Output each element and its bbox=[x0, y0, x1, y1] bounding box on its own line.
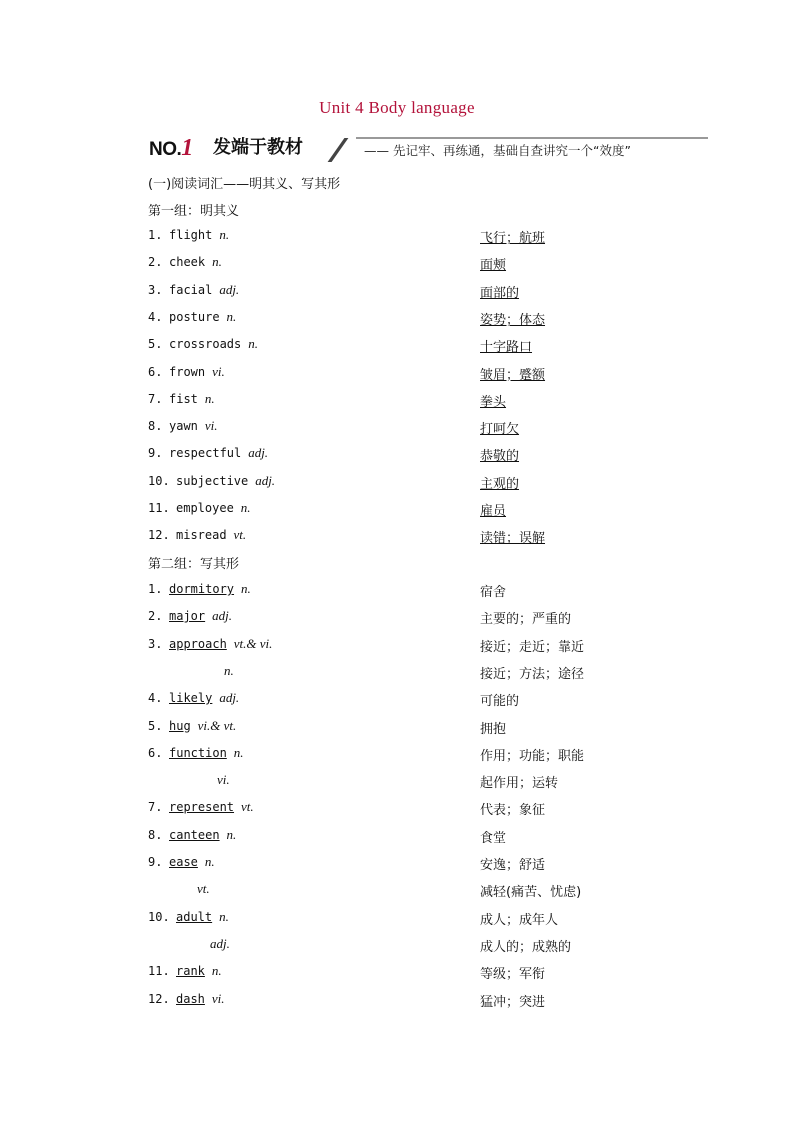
answer-word: major bbox=[169, 609, 206, 624]
answer-word: dormitory bbox=[169, 582, 235, 596]
group2-row bbox=[0, 635, 794, 655]
banner-heading: 发端于教材 bbox=[213, 137, 303, 158]
group1-row bbox=[0, 253, 794, 273]
item-number: 2. bbox=[148, 255, 163, 270]
group1-row bbox=[0, 281, 794, 301]
vocab-word: crossroads bbox=[169, 337, 242, 352]
word-meaning: 猛冲；突进 bbox=[480, 994, 546, 1010]
banner-slash-divider bbox=[328, 138, 349, 162]
group1-row bbox=[0, 308, 794, 328]
vocab-word: frown bbox=[169, 364, 206, 379]
part-of-speech: adj. bbox=[212, 608, 232, 624]
vocab-word: facial bbox=[169, 282, 213, 297]
item-number: 5. bbox=[148, 718, 163, 733]
vocab-word: flight bbox=[169, 228, 213, 242]
part-of-speech: n. bbox=[240, 581, 251, 596]
item-number: 7. bbox=[148, 800, 163, 815]
part-of-speech: vt.& vi. bbox=[233, 635, 273, 651]
item-number: 6. bbox=[148, 364, 163, 379]
answer-meaning: 面部的 bbox=[480, 285, 520, 301]
group2-row bbox=[0, 662, 794, 682]
group2-row bbox=[0, 853, 794, 873]
vocab-word: subjective bbox=[176, 473, 249, 488]
word-meaning: 接近；方法；途径 bbox=[480, 666, 585, 682]
item-number: 12. bbox=[148, 528, 170, 543]
vocab-word: employee bbox=[176, 501, 234, 515]
banner-subtitle: —— 先记牢、再练通，基础自查讲究一个“效度” bbox=[364, 143, 631, 158]
answer-meaning: 主观的 bbox=[480, 476, 520, 492]
group1-row bbox=[0, 417, 794, 437]
banner-rule bbox=[356, 137, 708, 139]
part-of-speech: n. bbox=[212, 254, 222, 270]
item-number: 3. bbox=[148, 636, 163, 651]
group1-row bbox=[0, 390, 794, 410]
group1-row bbox=[0, 499, 794, 519]
group2-row bbox=[0, 717, 794, 737]
group1-row bbox=[0, 526, 794, 546]
group2-row bbox=[0, 935, 794, 955]
item-number: 7. bbox=[148, 391, 163, 406]
answer-word: dash bbox=[176, 991, 205, 1006]
answer-meaning: 面颊 bbox=[480, 258, 507, 274]
word-meaning: 作用；功能；职能 bbox=[480, 748, 585, 764]
part-of-speech: vi. bbox=[217, 772, 230, 788]
part-of-speech: adj. bbox=[219, 690, 240, 706]
word-meaning: 可能的 bbox=[480, 694, 520, 710]
part-of-speech: n. bbox=[204, 390, 215, 406]
part-of-speech: n. bbox=[240, 500, 251, 515]
part-of-speech: n. bbox=[224, 662, 234, 678]
item-number: 1. bbox=[148, 228, 163, 242]
word-meaning: 代表；象征 bbox=[480, 803, 546, 819]
group2-row bbox=[0, 826, 794, 846]
group2-row bbox=[0, 880, 794, 900]
word-meaning: 主要的；严重的 bbox=[480, 612, 572, 628]
answer-word: function bbox=[169, 745, 227, 760]
word-meaning: 拥抱 bbox=[480, 721, 507, 737]
part-of-speech: n. bbox=[204, 854, 215, 869]
item-number: 4. bbox=[148, 309, 163, 324]
part-of-speech: n. bbox=[219, 227, 230, 242]
item-number: 12. bbox=[148, 991, 170, 1006]
item-number: 10. bbox=[148, 909, 170, 924]
group2-row bbox=[0, 744, 794, 764]
group2-row bbox=[0, 908, 794, 928]
group1-row bbox=[0, 363, 794, 383]
group1-heading: 第一组：明其义 bbox=[148, 204, 240, 219]
answer-meaning: 飞行；航班 bbox=[480, 231, 546, 246]
part-of-speech: adj. bbox=[248, 445, 269, 461]
vocab-word: yawn bbox=[169, 419, 198, 434]
part-of-speech: vi. bbox=[211, 990, 225, 1006]
item-number: 5. bbox=[148, 337, 163, 352]
part-of-speech: adj. bbox=[255, 472, 276, 488]
vocab-word: fist bbox=[169, 391, 198, 406]
answer-word: hug bbox=[169, 718, 191, 733]
answer-meaning: 打呵欠 bbox=[480, 422, 520, 438]
banner-number bbox=[149, 135, 193, 162]
group1-row bbox=[0, 472, 794, 492]
part-of-speech: vi. bbox=[212, 363, 225, 379]
section-banner bbox=[148, 132, 708, 162]
part-of-speech: n. bbox=[211, 963, 222, 979]
part-of-speech: vt. bbox=[240, 799, 254, 815]
item-number: 4. bbox=[148, 691, 163, 706]
part-of-speech: n. bbox=[226, 826, 237, 842]
answer-meaning: 皱眉；蹙额 bbox=[480, 367, 546, 383]
item-number: 11. bbox=[148, 501, 170, 515]
banner-no-label: NO. bbox=[149, 139, 182, 160]
part-of-speech: n. bbox=[226, 308, 237, 324]
word-meaning: 接近；走近；靠近 bbox=[480, 639, 585, 655]
item-number: 10. bbox=[148, 473, 170, 488]
vocab-word: posture bbox=[169, 309, 220, 324]
part-of-speech: vi. bbox=[204, 418, 218, 434]
group2-row bbox=[0, 689, 794, 709]
group1-row bbox=[0, 226, 794, 246]
item-number: 9. bbox=[148, 446, 163, 461]
part-of-speech: n. bbox=[219, 908, 229, 924]
group2-row bbox=[0, 962, 794, 982]
group1-row bbox=[0, 335, 794, 355]
answer-word: approach bbox=[169, 636, 227, 651]
word-meaning: 安逸；舒适 bbox=[480, 858, 546, 873]
answer-meaning: 拳头 bbox=[480, 394, 507, 410]
word-meaning: 减轻(痛苦、忧虑) bbox=[480, 885, 582, 901]
group2-row bbox=[0, 607, 794, 627]
word-meaning: 成人；成年人 bbox=[480, 912, 559, 928]
answer-meaning: 姿势；体态 bbox=[480, 312, 546, 328]
answer-meaning: 读错；误解 bbox=[480, 531, 546, 547]
part-of-speech: n. bbox=[248, 336, 258, 352]
page-title: Unit 4 Body language bbox=[319, 98, 475, 117]
group2-row bbox=[0, 580, 794, 600]
word-meaning: 起作用；运转 bbox=[480, 776, 559, 792]
answer-meaning: 十字路口 bbox=[480, 340, 533, 356]
vocab-word: respectful bbox=[169, 446, 242, 461]
item-number: 11. bbox=[148, 964, 170, 979]
word-meaning: 成人的；成熟的 bbox=[480, 939, 572, 955]
item-number: 6. bbox=[148, 745, 163, 760]
answer-meaning: 雇员 bbox=[480, 504, 507, 519]
group2-row bbox=[0, 990, 794, 1010]
group2-heading: 第二组：写其形 bbox=[148, 557, 240, 572]
part-of-speech: vt. bbox=[233, 527, 247, 543]
part-of-speech: n. bbox=[233, 744, 244, 760]
section-heading: (一)阅读词汇——明其义、写其形 bbox=[148, 177, 341, 192]
vocab-word: misread bbox=[176, 528, 227, 543]
answer-meaning: 恭敬的 bbox=[480, 449, 520, 465]
item-number: 1. bbox=[148, 582, 163, 596]
word-meaning: 食堂 bbox=[480, 830, 507, 846]
answer-word: adult bbox=[176, 909, 213, 924]
item-number: 2. bbox=[148, 609, 163, 624]
word-meaning: 宿舍 bbox=[480, 585, 507, 600]
banner-no-number: 1 bbox=[181, 135, 193, 161]
answer-word: rank bbox=[176, 964, 205, 979]
answer-word: ease bbox=[169, 855, 198, 869]
group1-row bbox=[0, 444, 794, 464]
group2-row bbox=[0, 771, 794, 791]
item-number: 9. bbox=[148, 855, 163, 869]
item-number: 8. bbox=[148, 419, 163, 434]
item-number: 3. bbox=[148, 282, 163, 297]
part-of-speech: adj. bbox=[210, 935, 230, 951]
item-number: 8. bbox=[148, 827, 163, 842]
answer-word: represent bbox=[169, 800, 235, 815]
part-of-speech: vi.& vt. bbox=[197, 717, 237, 733]
answer-word: likely bbox=[169, 691, 213, 706]
part-of-speech: adj. bbox=[219, 281, 240, 297]
word-meaning: 等级；军衔 bbox=[480, 967, 546, 983]
answer-word: canteen bbox=[169, 827, 220, 842]
part-of-speech: vt. bbox=[197, 881, 210, 897]
group2-row bbox=[0, 798, 794, 818]
vocab-word: cheek bbox=[169, 255, 206, 270]
